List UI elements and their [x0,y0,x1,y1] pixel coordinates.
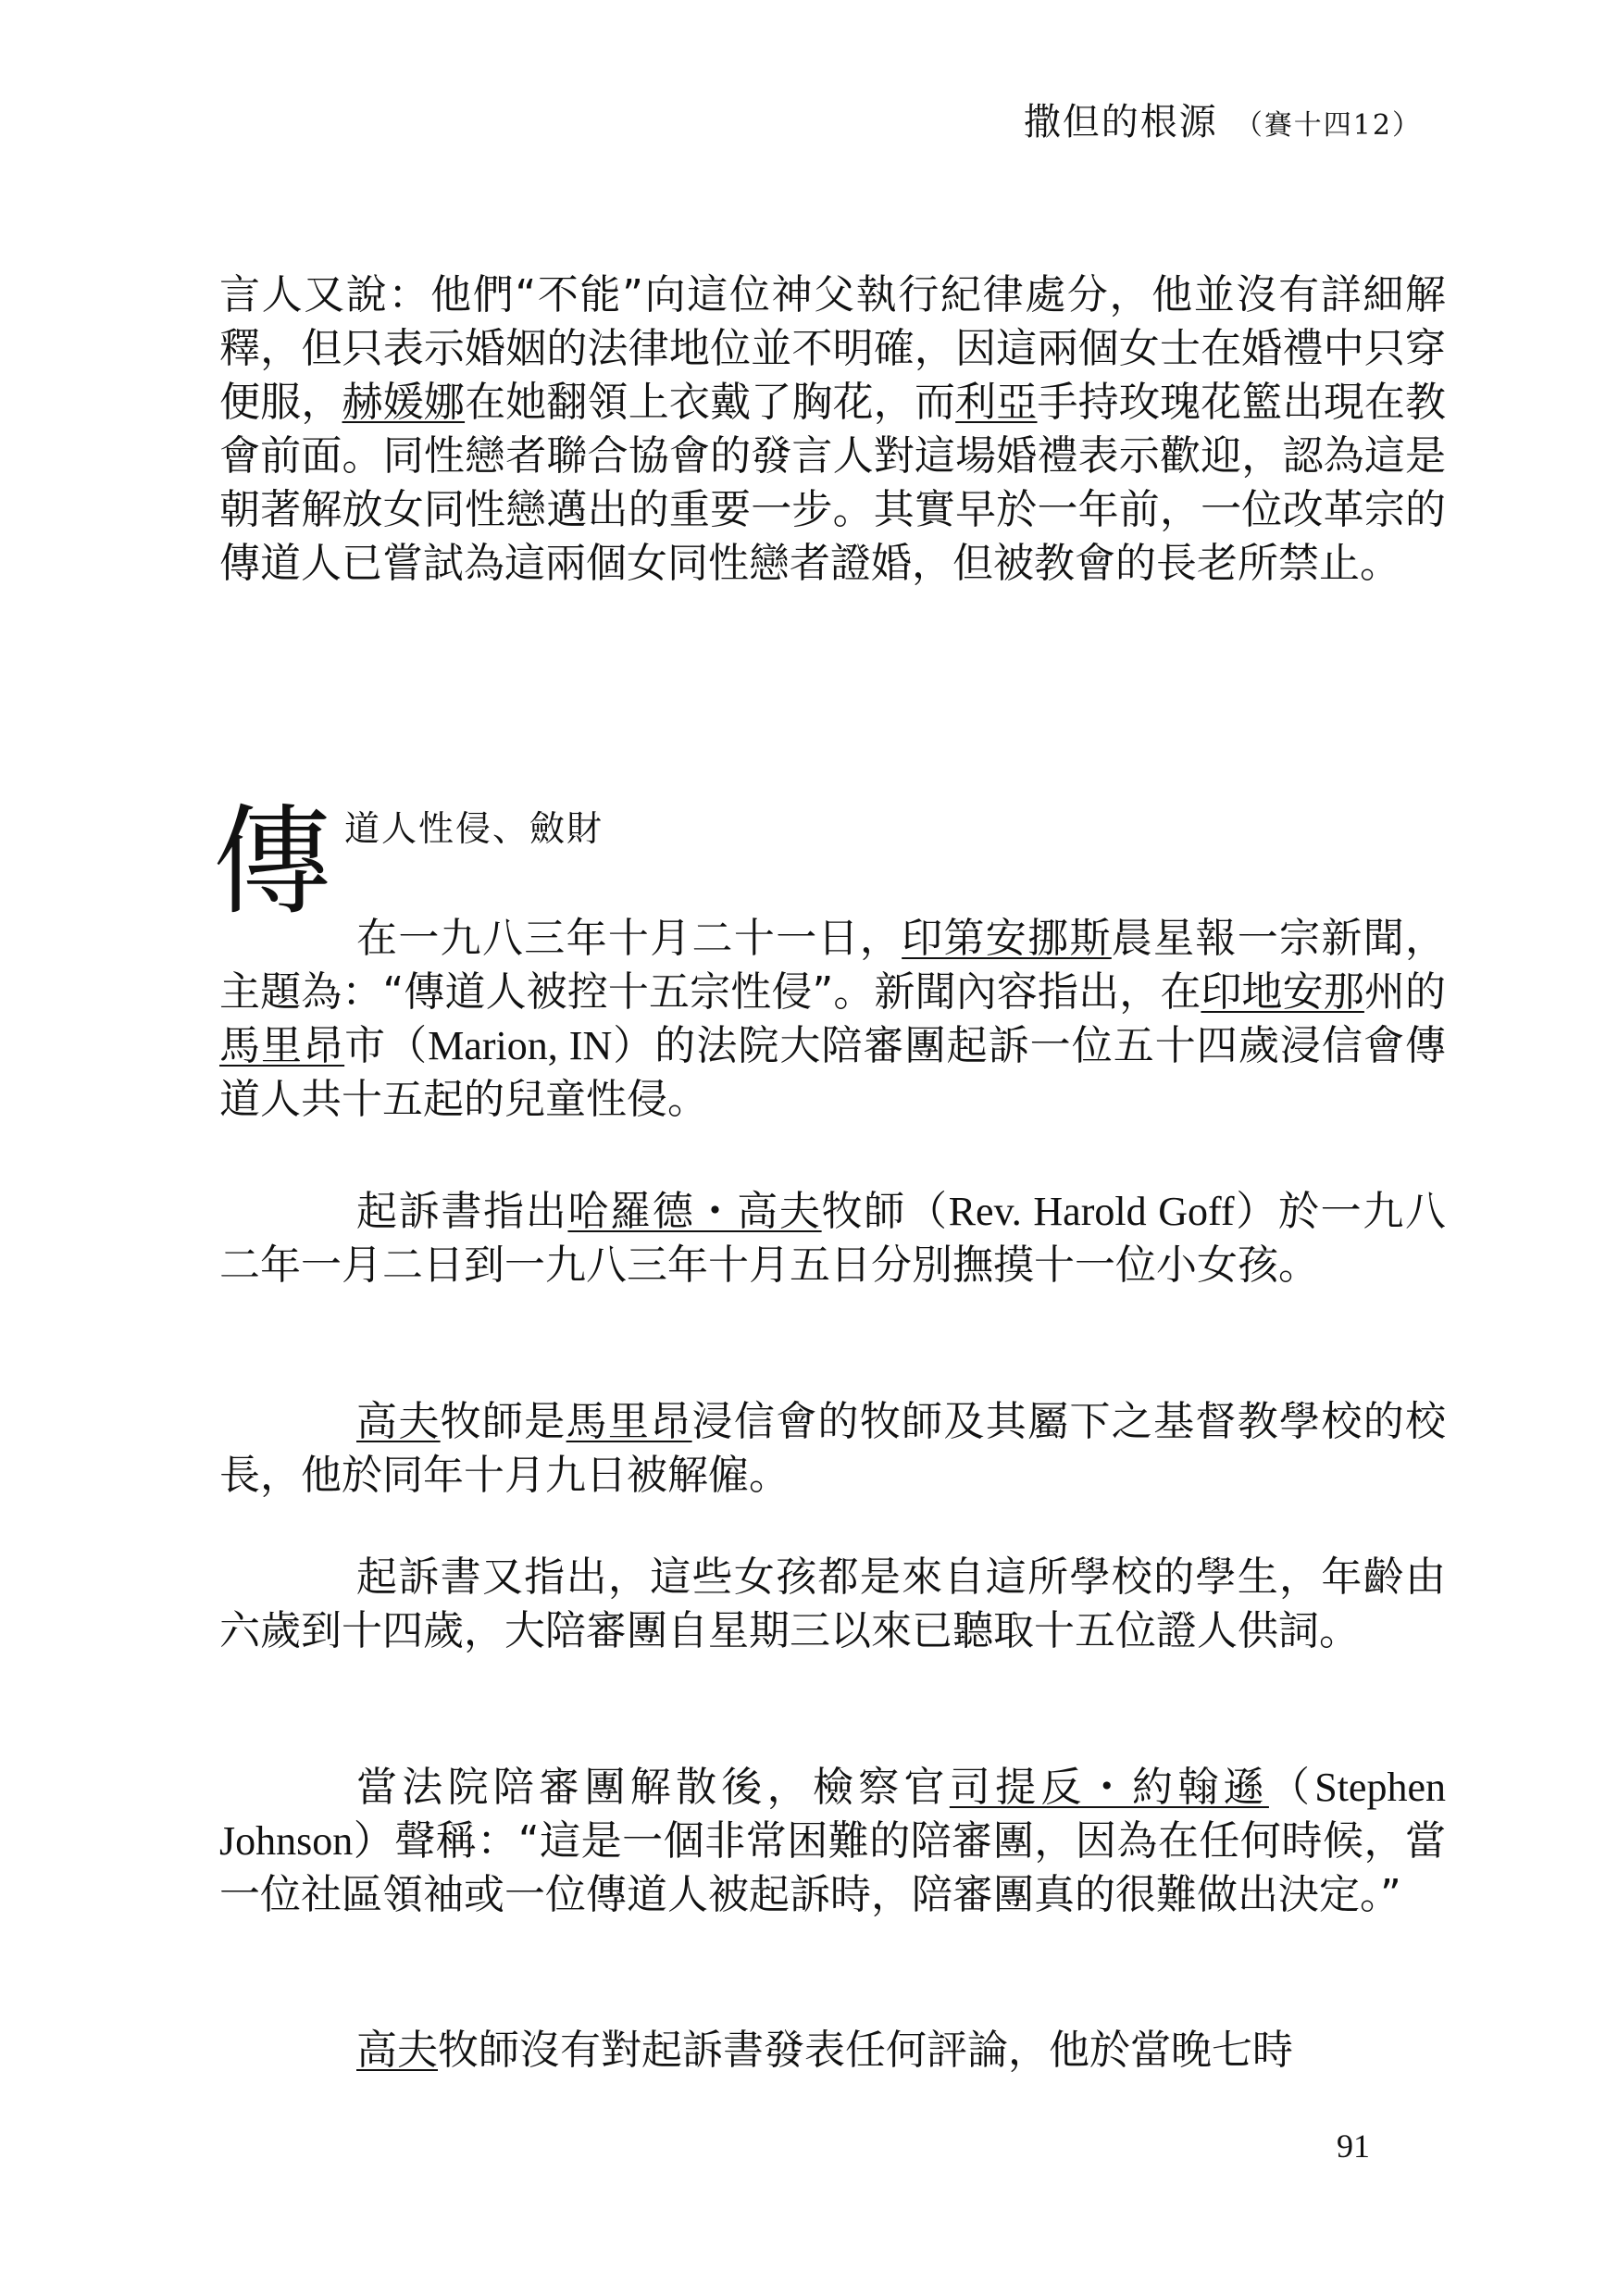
paragraph-7 [219,2024,1446,2078]
underlined-name: 司提反・約翰遜 [949,1764,1269,1811]
latin-text: Marion, IN [428,1023,613,1068]
underlined-name: 馬里昂 [219,1022,345,1069]
underlined-name: 赫媛娜 [342,379,466,426]
text-run: 起訴書指出 [356,1188,568,1235]
text-run: 在她翻領上衣戴了胸花，而 [465,379,956,426]
paragraph-4 [219,1395,1446,1503]
text-run: 手持玫瑰花籃出現在教會前面。同性戀者聯合協會的發言人對這場婚禮表示歡迎，認為這是朝著解放女同性戀邁出的重要一步。其實早於一年前，一位改革宗的傳道人已嘗試為這兩個女同性戀者證婚，但被教會的長老所禁止。 [219,379,1447,587]
underlined-name: 印地安那 [1201,968,1364,1016]
text-run: 在一九八三年十月二十一日， [356,915,902,962]
paragraph-6 [219,1761,1446,1922]
text-run: 晨星報一宗新聞，主題為：“傳道人被控十五宗性侵”。新聞內容指出，在 [219,915,1447,1016]
page-number: 91 [1337,2128,1370,2165]
underlined-name: 高夫 [356,2027,438,2074]
text-run: 牧師（ [821,1188,949,1235]
paragraph-3 [219,1185,1446,1292]
text-run: 浸信會的牧師及其屬下之基督教學校的校長，他於同年十月九日被解僱。 [219,1398,1447,1499]
paragraph-5 [219,1551,1446,1658]
text-run: （ [1268,1764,1315,1811]
paragraph-2 [219,912,1446,1127]
text-run: 市（ [344,1022,429,1069]
paragraph-1 [219,268,1446,591]
scripture-reference: （賽十四12） [1234,109,1422,142]
latin-text: Rev. Harold Goff [948,1189,1235,1234]
text-run: 當法院陪審團解散後，檢察官 [356,1764,950,1811]
underlined-name: 哈羅德・高夫 [567,1188,822,1235]
text-run: 言人又說：他們“不能”向這位神父執行紀律處分，他並沒有詳細解釋，但只表示婚姻的法律地位並不明確，因這兩個女士在婚禮中只穿便服， [219,271,1446,426]
underlined-name: 高夫 [356,1398,441,1445]
text-run: ）的法院大陪審團起訴一位五十四歲浸信會傳道人共十五起的兒童性侵。 [219,1022,1447,1123]
underlined-name: 利亞 [955,379,1038,426]
text-run: 州的 [1363,968,1447,1016]
text-run: 牧師沒有對起訴書發表任何評論，他於當晚七時 [438,2027,1293,2074]
text-run: ）聲稱：“這是一個非常困難的陪審團，因為在任何時候，當一位社區領袖或一位傳道人被起訴時，陪審團真的很難做出決定。” [219,1817,1446,1918]
running-header [1023,101,1422,144]
drop-cap: 傳 [213,793,332,931]
latin-text: Stephen Johnson [219,1765,1446,1864]
section-heading: 道人性侵、斂財 [344,808,604,849]
book-title: 撒但的根源 [1023,101,1218,144]
text-run: 牧師是 [440,1398,566,1445]
underlined-name: 馬里昂 [566,1398,692,1445]
text-run: ）於一九八二年一月二日到一九八三年十月五日分別撫摸十一位小女孩。 [219,1188,1447,1289]
text-run: 起訴書又指出，這些女孩都是來自這所學校的學生，年齡由六歲到十四歲，大陪審團自星期三以來已聽取十五位證人供詞。 [219,1554,1446,1654]
underlined-name: 印第安挪斯 [902,915,1112,962]
